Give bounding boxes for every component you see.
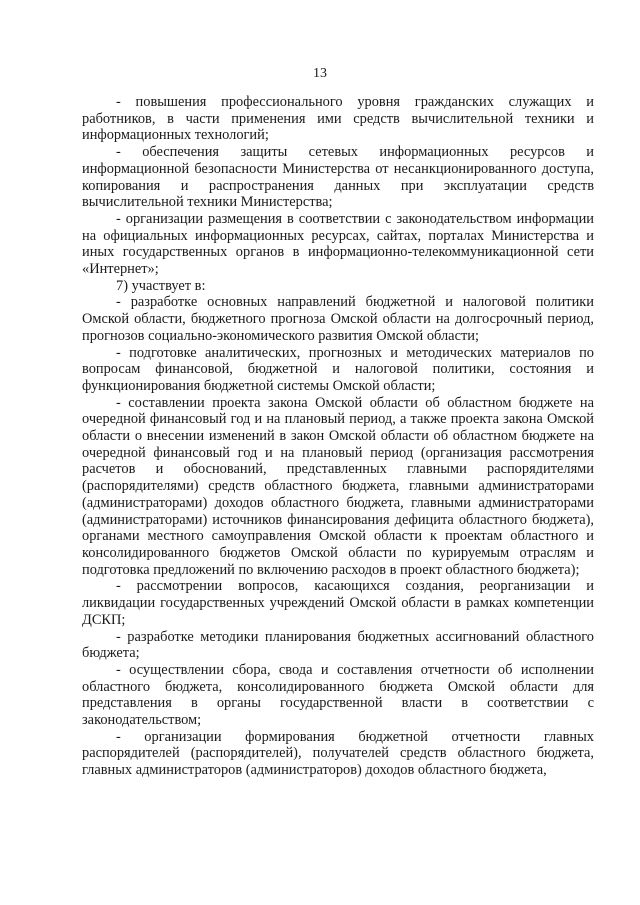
document-body [82, 94, 594, 779]
paragraph-item-5: - подготовке аналитических, прогнозных и методических материалов по вопросам финансовой, бюджетной и налоговой политики, состояния и функционирования бюджетной системы Омской области; [82, 344, 594, 394]
paragraph-item-10: - организации формирования бюджетной отчетности главных распорядителей (распорядителей), получателей средств областного бюджета, главных администраторов (администраторов) доходов областного бюджета, [82, 728, 594, 779]
paragraph-item-1: - повышения профессионального уровня гражданских служащих и работников, в части применения ими средств вычислительной техники и информационных технологий; [82, 94, 594, 144]
paragraph-item-8: - разработке методики планирования бюджетных ассигнований областного бюджета; [82, 628, 594, 662]
paragraph-item-9: - осуществлении сбора, свода и составления отчетности об исполнении областного бюджета, консолидированного бюджета Омской области для представления в органы государственной власти в соответствии с законодательством; [82, 661, 594, 729]
paragraph-item-2: - обеспечения защиты сетевых информационных ресурсов и информационной безопасности Министерства от несанкционированного доступа, копирования и распространения данных при эксплуатации средств вычислительной техники Министерства; [82, 144, 594, 211]
paragraph-item-6: - составлении проекта закона Омской области об областном бюджете на очередной финансовый год и на плановый период, а также проекта закона Омской области о внесении изменений в закон Омской области об областном бюджете на очередной финансовый год и на плановый период (организация рассмотрения расчетов и обоснований, представленных главными распорядителями (распорядителями) средств областного бюджета, главными администраторами (администраторами) доходов областного бюджета, главными администраторами (администраторами) источников финансирования дефицита областного бюджета), органами местного самоуправления Омской области к проектам областного и консолидированного бюджетов Омской области по курируемым отраслям и подготовка предложений по включению расходов в проект областного бюджета); [82, 394, 594, 578]
paragraph-item-7: - рассмотрении вопросов, касающихся создания, реорганизации и ликвидации государственных учреждений Омской области в рамках компетенции ДСКП; [82, 578, 594, 628]
paragraph-item-3: - организации размещения в соответствии с законодательством информации на официальных информационных ресурсах, сайтах, порталах Министерства и иных государственных органов в информационно-телекоммуникационной сети «Интернет»; [82, 210, 594, 278]
page-number: 13 [313, 66, 327, 81]
paragraph-heading-7: 7) участвует в: [116, 277, 206, 294]
paragraph-item-4: - разработке основных направлений бюджетной и налоговой политики Омской области, бюджетного прогноза Омской области на долгосрочный период, прогнозов социально-экономического развития Омской области; [82, 294, 594, 344]
